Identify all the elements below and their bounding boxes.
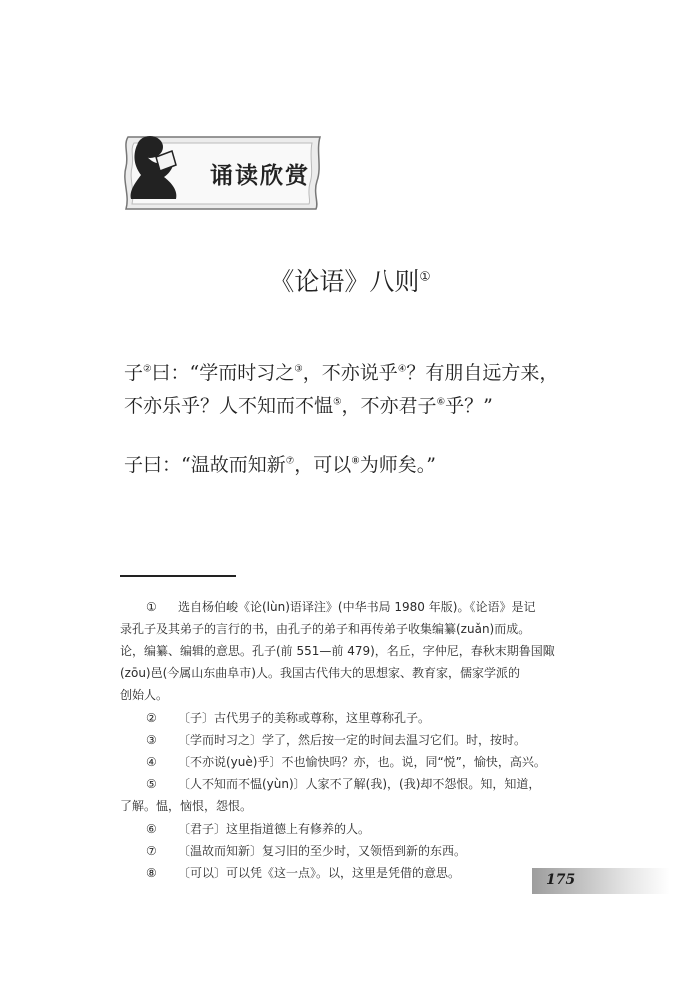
- footnote-number: ⑤: [146, 777, 157, 791]
- footnote-line: [146, 709, 430, 726]
- poem-title-text: 《论语》八则: [269, 267, 420, 296]
- footnote-line: [146, 842, 466, 859]
- footnote-number: ③: [146, 733, 157, 747]
- footnote-line: [146, 864, 460, 881]
- footnote-line: [146, 775, 540, 792]
- footnote-text: (zōu)邑(今属山东曲阜市)人。我国古代伟大的思想家、教育家，儒家学派的: [120, 666, 520, 680]
- footnote-number: ①: [146, 600, 157, 614]
- footnote-number: ④: [146, 755, 157, 769]
- footnote-text: 论，编纂、编辑的意思。孔子(前 551—前 479)，名丘，字仲尼，春秋末期鲁国陬: [120, 644, 555, 658]
- footnote-line: [146, 731, 526, 748]
- footnote-line: [120, 797, 252, 814]
- section-title: 诵读欣赏: [210, 163, 310, 189]
- footnote-number: ⑧: [146, 866, 157, 880]
- text-line-2: 不亦乐乎？人不知而不愠⑤，不亦君子⑥乎？”: [124, 395, 493, 417]
- footnote-marker: ④: [397, 363, 407, 375]
- text-line-3: 子曰：“温故而知新⑦，可以⑧为师矣。”: [124, 454, 437, 476]
- footnote-text: 〔不亦说(yuè)乎〕不也愉快吗？亦，也。说，同“悦”，愉快，高兴。: [178, 755, 546, 769]
- footnote-number: ②: [146, 711, 157, 725]
- footnote-line: [146, 820, 370, 837]
- footnote-line: [120, 686, 168, 703]
- footnote-line: [146, 753, 546, 770]
- footnote-marker: ②: [143, 363, 152, 375]
- footnote-line: [146, 598, 535, 615]
- footnote-marker: ⑤: [333, 396, 342, 408]
- footnote-number: ⑥: [146, 822, 157, 836]
- footnote-text: 〔温故而知新〕复习旧的至少时，又领悟到新的东西。: [178, 844, 467, 858]
- footnote-marker: ③: [294, 363, 303, 375]
- title-footnote-marker: ①: [419, 268, 431, 284]
- footnote-text: 选自杨伯峻《论(lùn)语译注》(中华书局 1980 年版)。《论语》是记: [178, 600, 536, 614]
- page-number: 175: [546, 872, 576, 888]
- page-number-bar: [532, 868, 670, 894]
- section-badge: [120, 133, 325, 213]
- footnote-text: 了解。愠，恼恨，怨恨。: [120, 799, 253, 813]
- footnote-text: 〔可以〕可以凭《这一点》。以，这里是凭借的意思。: [178, 866, 461, 880]
- footnote-text: 〔子〕古代男子的美称或尊称，这里尊称孔子。: [178, 711, 431, 725]
- footnote-text: 〔人不知而不愠(yùn)〕人家不了解(我)，(我)却不怨恨。知，知道，: [178, 777, 541, 791]
- poem-title: [0, 262, 700, 298]
- footnote-number: ⑦: [146, 844, 157, 858]
- footnote-text: 〔学而时习之〕学了，然后按一定的时间去温习它们。时，按时。: [178, 733, 527, 747]
- footnote-line: [120, 620, 530, 637]
- footnote-text: 〔君子〕这里指道德上有修养的人。: [178, 822, 371, 836]
- footnote-text: 创始人。: [120, 688, 169, 702]
- footnote-marker: ⑧: [351, 455, 360, 467]
- footnote-line: [120, 642, 555, 659]
- footnote-line: [120, 664, 520, 681]
- reading-figure-icon: [120, 133, 190, 203]
- text-line-1: 子②曰：“学而时习之③，不亦说乎④？有朋自远方来，: [124, 362, 559, 384]
- footnote-rule: [120, 575, 236, 577]
- footnote-marker: ⑦: [285, 455, 295, 467]
- footnote-marker: ⑥: [436, 396, 446, 408]
- footnote-text: 录孔子及其弟子的言行的书，由孔子的弟子和再传弟子收集编纂(zuǎn)而成。: [120, 622, 531, 636]
